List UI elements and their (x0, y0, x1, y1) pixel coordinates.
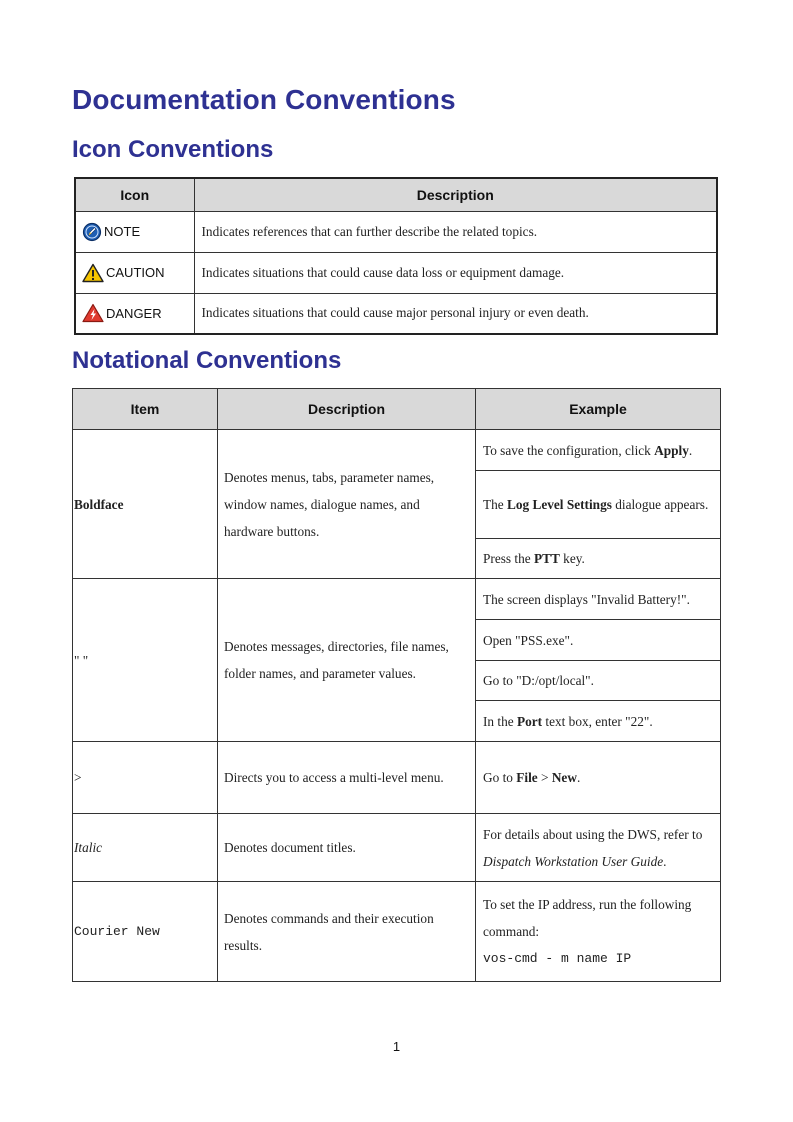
caution-icon (82, 263, 104, 283)
item-cell: > (73, 742, 218, 814)
example-cell: Go to File > New. (476, 742, 721, 814)
table-row (73, 430, 721, 471)
danger-icon (82, 303, 104, 323)
example-cell: Go to "D:/opt/local". (476, 661, 721, 701)
description-cell: Denotes messages, directories, file names, folder names, and parameter values. (218, 579, 476, 742)
column-header-icon: Icon (75, 178, 194, 211)
example-cell: The Log Level Settings dialogue appears. (476, 471, 721, 539)
description-cell: Indicates situations that could cause data loss or equipment damage. (194, 252, 717, 293)
item-cell: Courier New (73, 882, 218, 982)
description-cell: Denotes document titles. (218, 814, 476, 882)
item-cell: " " (73, 579, 218, 742)
description-cell: Denotes menus, tabs, parameter names, window names, dialogue names, and hardware buttons. (218, 430, 476, 579)
column-header-description: Description (194, 178, 717, 211)
notational-conventions-table (72, 388, 721, 982)
icon-conventions-heading: Icon Conventions (72, 136, 274, 163)
table-header-row (73, 389, 721, 430)
description-cell: Indicates references that can further describe the related topics. (194, 211, 717, 252)
table-row (73, 742, 721, 814)
example-cell: Open "PSS.exe". (476, 620, 721, 661)
example-cell: To set the IP address, run the following command: vos-cmd - m name IP (476, 882, 721, 982)
table-row (73, 814, 721, 882)
icon-conventions-table (74, 177, 718, 335)
table-row (75, 252, 717, 293)
caution-label: CAUTION (82, 263, 188, 283)
description-cell: Directs you to access a multi-level menu. (218, 742, 476, 814)
example-cell: In the Port text box, enter "22". (476, 701, 721, 742)
item-cell: Italic (73, 814, 218, 882)
table-row (73, 882, 721, 982)
notational-conventions-heading: Notational Conventions (72, 347, 342, 374)
column-header-example: Example (476, 389, 721, 430)
danger-label: DANGER (82, 303, 188, 323)
note-icon (82, 222, 102, 242)
example-cell: For details about using the DWS, refer to Dispatch Workstation User Guide. (476, 814, 721, 882)
table-row (75, 293, 717, 334)
item-cell: Boldface (73, 430, 218, 579)
example-cell: Press the PTT key. (476, 539, 721, 579)
command-example: vos-cmd - m name IP (483, 951, 632, 966)
page-title: Documentation Conventions (72, 84, 456, 115)
table-row (75, 211, 717, 252)
note-label: NOTE (82, 222, 188, 242)
table-header-row (75, 178, 717, 211)
example-cell: The screen displays "Invalid Battery!". (476, 579, 721, 620)
table-row (73, 579, 721, 620)
description-cell: Indicates situations that could cause major personal injury or even death. (194, 293, 717, 334)
description-cell: Denotes commands and their execution results. (218, 882, 476, 982)
column-header-item: Item (73, 389, 218, 430)
column-header-description: Description (218, 389, 476, 430)
page-number: 1 (392, 1039, 401, 1054)
example-cell: To save the configuration, click Apply. (476, 430, 721, 471)
